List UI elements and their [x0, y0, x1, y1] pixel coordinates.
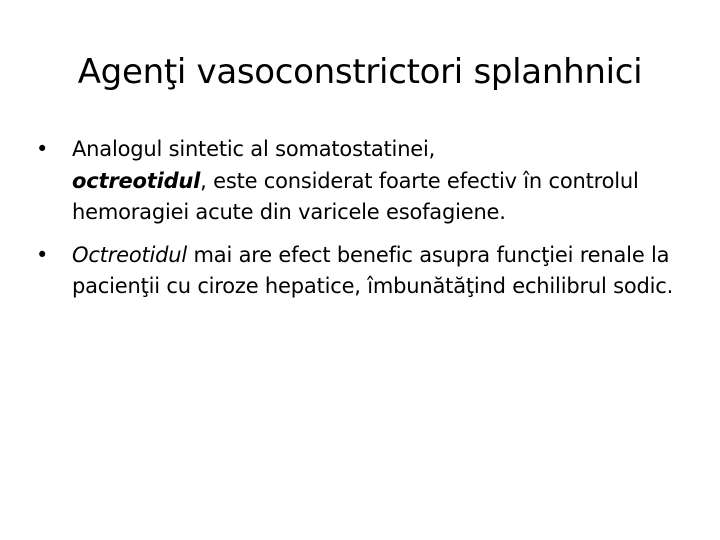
bullet-dot: • — [36, 137, 49, 161]
bullet-text-rest: , este considerat foarte efectiv în controlul hemoragiei acute din varicele esofagiene. — [72, 168, 639, 224]
bullet-dot: • — [36, 242, 49, 267]
bullet-text-rest: mai are efect benefic asupra funcţiei renale la pacienţii cu ciroze hepatice, îmbunătăţind echilibrul sodic. — [72, 242, 674, 298]
bullet-emphasis: octreotidul — [72, 168, 201, 193]
bullet-text-intro: Analogul sintetic al somatostatinei, — [72, 137, 436, 161]
bullet-emphasis: Octreotidul — [72, 242, 188, 267]
bullet-item — [36, 240, 676, 303]
bullet-item — [36, 134, 676, 229]
bullet-list — [36, 134, 676, 314]
slide-title: Agenţi vasoconstrictori splanhnici — [77, 52, 643, 92]
